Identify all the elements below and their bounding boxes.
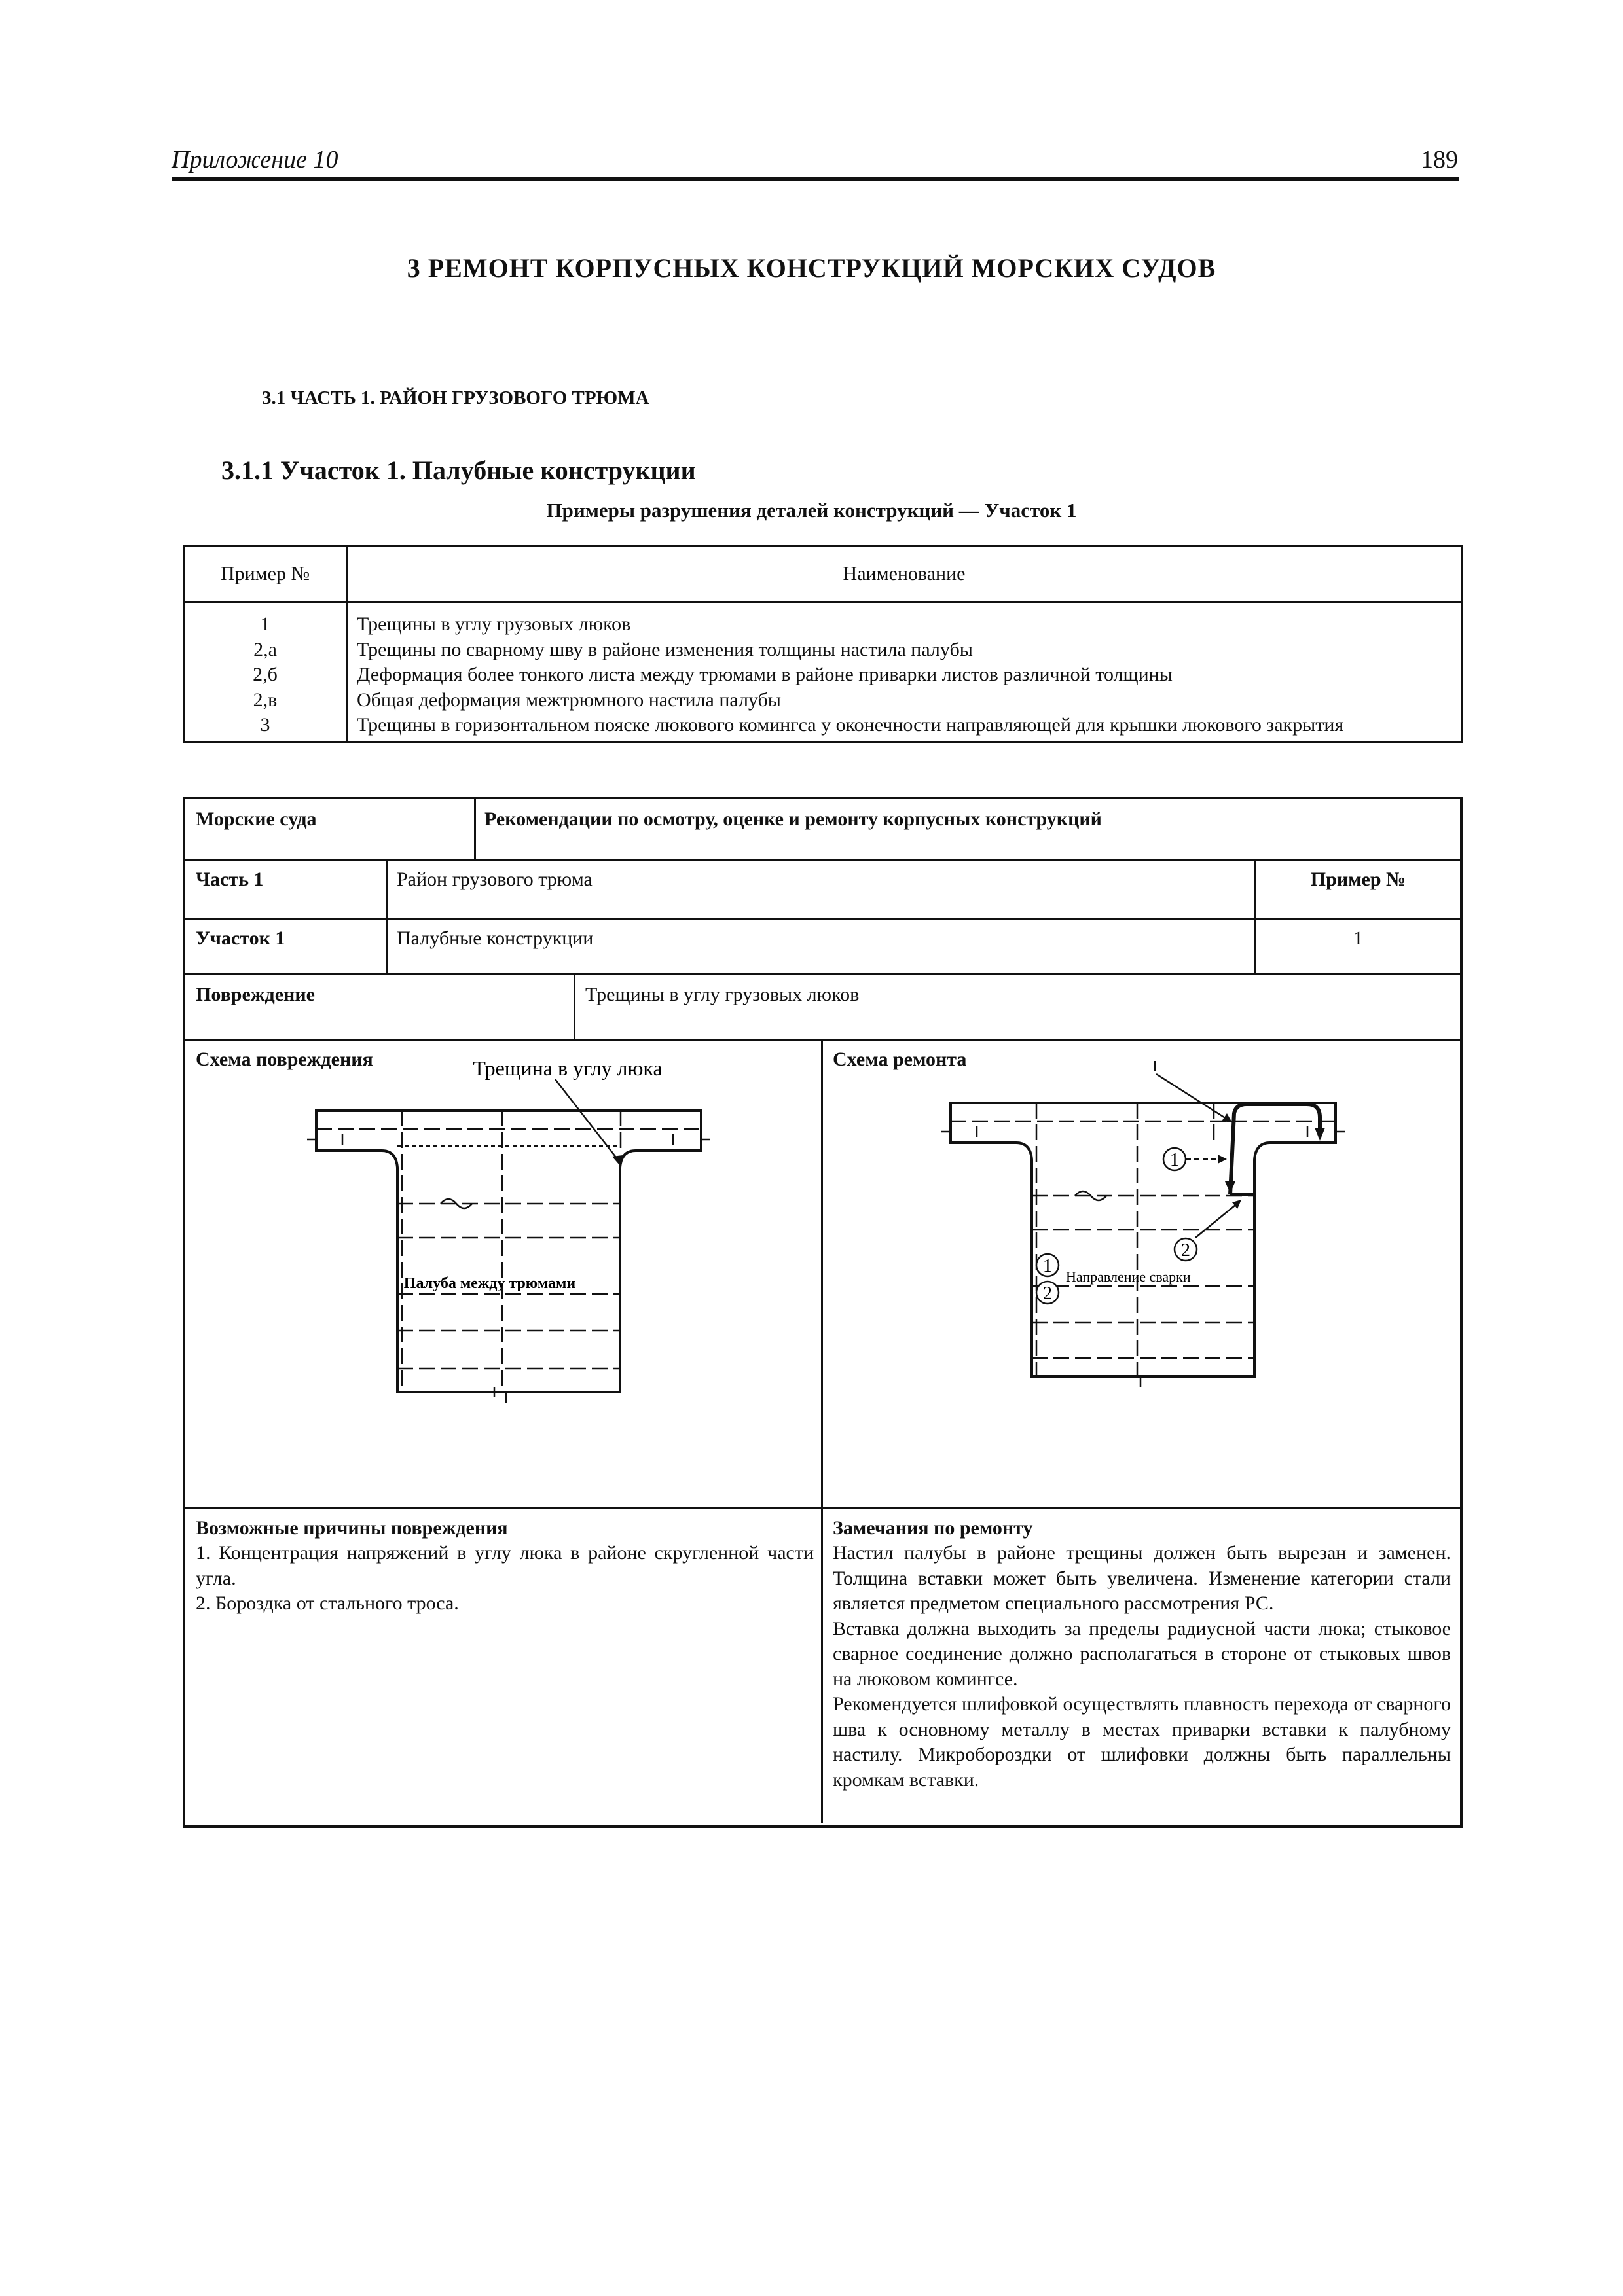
repair-note: Настил палубы в районе трещины должен быть вырезан и заменен. Толщина вставки может быть увеличена. Изменение категории стали является предметом специального рассмотрения РС.	[833, 1542, 1451, 1614]
table-body-row	[184, 602, 1462, 742]
chapter-title: 3 РЕМОНТ КОРПУСНЫХ КОНСТРУКЦИЙ МОРСКИХ СУДОВ	[407, 253, 1216, 283]
example-name: Трещины по сварному шву в районе изменения толщины настила палубы	[357, 638, 973, 660]
example-number: 1	[260, 613, 270, 635]
repair-scheme-label: Схема ремонта	[833, 1049, 967, 1070]
repair-note: Вставка должна выходить за пределы радиусной части люка; стыковое сварное соединение должно располагаться в стороне от стыковых швов на люковом комингсе.	[833, 1617, 1451, 1690]
divider	[185, 859, 1460, 861]
divider	[386, 859, 388, 973]
deck-label: Палуба между трюмами	[403, 1275, 576, 1292]
example-number: 2,б	[253, 664, 278, 685]
crack-label: Трещина в углу люка	[473, 1056, 663, 1080]
causes-text	[196, 1541, 814, 1617]
part-label: Часть 1	[196, 869, 264, 890]
damage-scheme-figure	[185, 1041, 820, 1506]
divider	[574, 973, 575, 1039]
numbers-column	[184, 602, 347, 742]
table-header-row	[184, 547, 1462, 602]
damage-label: Повреждение	[196, 984, 315, 1005]
header-name: Наименование	[347, 547, 1462, 602]
recommendations-label: Рекомендации по осмотру, оценке и ремонту корпусных конструкций	[484, 808, 1102, 830]
cause-item: 2. Бороздка от стального троса.	[196, 1592, 459, 1614]
damage-value: Трещины в углу грузовых люков	[585, 984, 860, 1005]
marker-1: 1	[1170, 1150, 1179, 1170]
divider	[474, 799, 476, 859]
damage-scheme-label: Схема повреждения	[196, 1049, 373, 1070]
part-value: Район грузового трюма	[397, 869, 593, 890]
divider	[185, 973, 1460, 975]
table-caption: Примеры разрушения деталей конструкций — Участок 1	[546, 499, 1077, 522]
causes-label: Возможные причины повреждения	[196, 1517, 508, 1539]
section-value: Палубные конструкции	[397, 927, 594, 949]
marker-2: 2	[1043, 1283, 1052, 1304]
example-name: Трещины в углу грузовых люков	[357, 613, 631, 635]
divider	[185, 918, 1460, 920]
example-number: 2,а	[253, 638, 277, 660]
weld-direction-label: Направление сварки	[1066, 1268, 1191, 1285]
subsection-title: 3.1.1 Участок 1. Палубные конструкции	[221, 456, 696, 485]
repair-notes-label: Замечания по ремонту	[833, 1517, 1033, 1539]
page-number: 189	[1421, 146, 1458, 173]
marker-2: 2	[1181, 1240, 1190, 1261]
cause-item: 1. Концентрация напряжений в углу люка в районе скругленной части угла.	[196, 1542, 814, 1589]
example-name: Общая деформация межтрюмного настила палубы	[357, 689, 781, 711]
vessel-label: Морские суда	[196, 808, 317, 830]
section-title: 3.1 ЧАСТЬ 1. РАЙОН ГРУЗОВОГО ТРЮМА	[262, 387, 649, 408]
repair-scheme-figure	[822, 1041, 1457, 1506]
running-header: Приложение 10	[172, 146, 338, 173]
header-example-number: Пример №	[184, 547, 347, 602]
names-column	[347, 602, 1462, 742]
example-number: 2,в	[253, 689, 278, 711]
recommendation-card	[183, 797, 1463, 1828]
section-label: Участок 1	[196, 927, 285, 949]
repair-note: Рекомендуется шлифовкой осуществлять плавность перехода от сварного шва к основному металлу в местах приварки вставки к палубному настилу. Микробороздки от шлифовки должны быть параллельны кромкам вставки.	[833, 1693, 1451, 1791]
header-rule	[172, 177, 1459, 181]
repair-notes-text	[833, 1541, 1451, 1793]
example-number: 3	[260, 714, 270, 736]
example-label: Пример №	[1310, 869, 1406, 890]
example-name: Трещины в горизонтальном пояске люкового комингса у оконечности направляющей для крышки люкового закрытия	[357, 714, 1344, 736]
marker-1: 1	[1043, 1256, 1052, 1276]
examples-table	[183, 545, 1463, 743]
example-value: 1	[1353, 927, 1363, 949]
example-name: Деформация более тонкого листа между трюмами в районе приварки листов различной толщины	[357, 664, 1173, 685]
